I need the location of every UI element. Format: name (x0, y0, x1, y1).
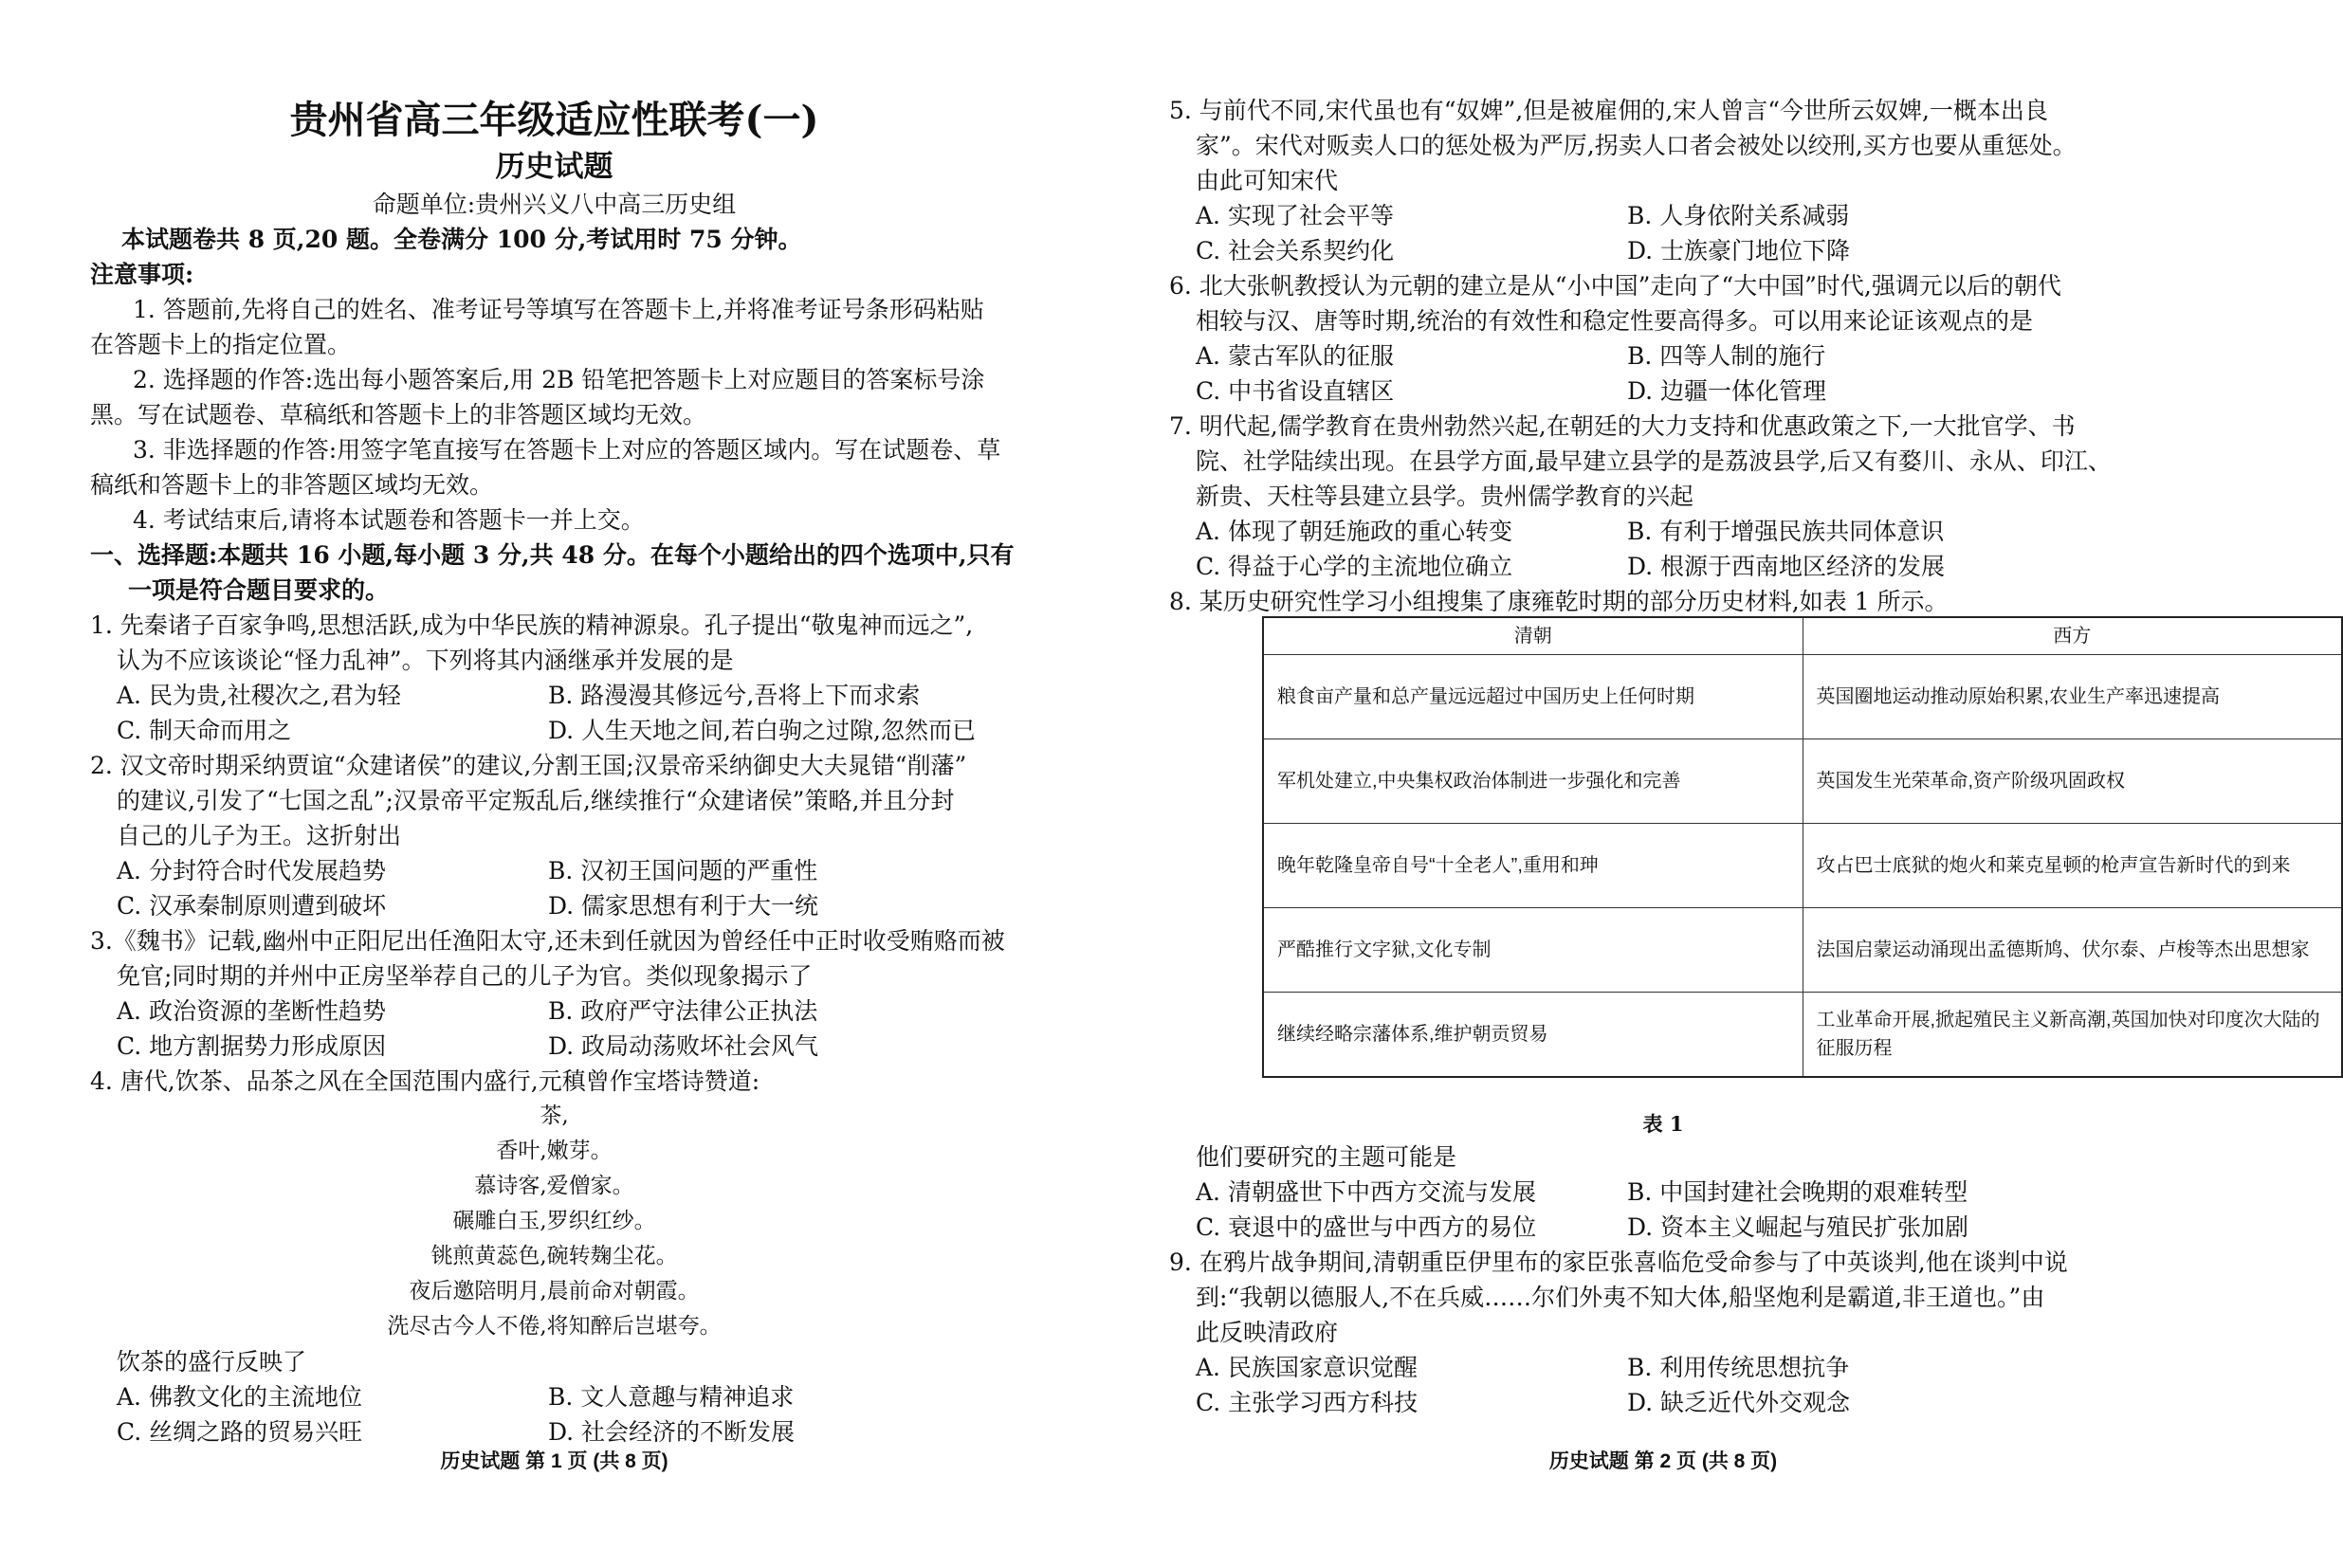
question-stem: 的建议,引发了“七国之乱”;汉景帝平定叛乱后,继续推行“众建诸侯”策略,并且分封 (117, 787, 955, 814)
notice-line: 2. 选择题的作答:选出每小题答案后,用 2B 铅笔把答题卡上对应题目的答案标号涂 (133, 366, 985, 393)
option-d: D. 资本主义崛起与殖民扩张加剧 (1627, 1213, 1969, 1241)
question-options (1169, 198, 2077, 268)
option-b: B. 路漫漫其修远兮,吾将上下而求索 (548, 682, 921, 709)
history-table (1262, 616, 2343, 1078)
notice-line: 3. 非选择题的作答:用签字笔直接写在答题卡上对应的答题区域内。写在试题卷、草 (133, 436, 1001, 464)
question-2 (90, 748, 979, 923)
option-a: A. 分封符合时代发展趋势 (117, 857, 386, 884)
option-d: D. 政局动荡败坏社会风气 (548, 1032, 819, 1060)
table-cell: 严酷推行文字狱,文化专制 (1263, 908, 1803, 993)
option-c: C. 丝绸之路的贸易兴旺 (117, 1418, 363, 1446)
table-cell: 晚年乾隆皇帝自号“十全老人”,重用和珅 (1263, 824, 1803, 908)
question-stem: 家”。宋代对贩卖人口的惩处极为严厉,拐卖人口者会被处以绞刑,买方也要从重惩处。 (1196, 132, 2077, 159)
option-d: D. 士族豪门地位下降 (1627, 237, 1851, 264)
table-cell: 工业革命开展,掀起殖民主义新高潮,英国加快对印度次大陆的征服历程 (1803, 993, 2342, 1078)
option-a: A. 蒙古军队的征服 (1196, 342, 1394, 370)
option-b: B. 中国封建社会晚期的艰难转型 (1627, 1178, 1968, 1206)
option-b: B. 政府严守法律公正执法 (548, 997, 818, 1025)
option-d: D. 边疆一体化管理 (1627, 377, 1827, 405)
exam-summary: 本试题卷共 8 页,20 题。全卷满分 100 分,考试用时 75 分钟。 (121, 226, 802, 253)
table-cell: 攻占巴士底狱的炮火和莱克星顿的枪声宣告新时代的到来 (1803, 824, 2342, 908)
notice-line: 黑。写在试题卷、草稿纸和答题卡上的非答题区域均无效。 (90, 401, 707, 428)
question-7 (1169, 409, 2112, 584)
question-stem: 自己的儿子为王。这折射出 (117, 822, 402, 849)
question-stem: 免官;同时期的并州中正房坚举荐自己的儿子为官。类似现象揭示了 (117, 962, 813, 990)
option-c: C. 衰退中的盛世与中西方的易位 (1196, 1213, 1537, 1241)
question-stem: 7. 明代起,儒学教育在贵州勃然兴起,在朝廷的大力支持和优惠政策之下,一大批官学、书 (1169, 412, 2076, 440)
option-a: A. 民为贵,社稷次之,君为轻 (117, 682, 401, 709)
question-stem: 9. 在鸦片战争期间,清朝重臣伊里布的家臣张喜临危受命参与了中英谈判,他在谈判中说 (1169, 1249, 2068, 1276)
question-options (90, 994, 1005, 1064)
table-header-qing: 清朝 (1263, 617, 1803, 655)
notice-line: 在答题卡上的指定位置。 (90, 331, 352, 358)
question-4-body (117, 1344, 979, 1449)
exam-unit: 命题单位:贵州兴义八中高三历史组 (372, 191, 737, 218)
question-8-stem: 8. 某历史研究性学习小组搜集了康雍乾时期的部分历史材料,如表 1 所示。 (1169, 588, 1949, 615)
question-6 (1169, 268, 2061, 409)
question-stem: 1. 先秦诸子百家争鸣,思想活跃,成为中华民族的精神源泉。孔子提出“敬鬼神而远之”, (90, 611, 974, 639)
option-c: C. 制天命而用之 (117, 717, 292, 744)
table-cell: 军机处建立,中央集权政治体制进一步强化和完善 (1263, 739, 1803, 824)
page-right (1108, 0, 2320, 1568)
section-heading (90, 538, 1015, 608)
question-options (1169, 514, 2112, 584)
option-c: C. 中书省设直辖区 (1196, 377, 1395, 405)
option-c: C. 汉承秦制原则遭到破坏 (117, 892, 387, 920)
option-b: B. 人身依附关系减弱 (1627, 202, 1850, 229)
option-c: C. 社会关系契约化 (1196, 237, 1395, 264)
question-1 (90, 608, 979, 748)
question-stem: 2. 汉文帝时期采纳贾谊“众建诸侯”的建议,分割王国;汉景帝采纳御史大夫晁错“削藩” (90, 752, 967, 779)
option-d: D. 根源于西南地区经济的发展 (1627, 553, 1946, 580)
notice-line: 1. 答题前,先将自己的姓名、准考证号等填写在答题卡上,并将准考证号条形码粘贴 (133, 296, 984, 323)
option-b: B. 四等人制的施行 (1627, 342, 1826, 370)
table-cell: 粮食亩产量和总产量远远超过中国历史上任何时期 (1263, 655, 1803, 739)
notice-line: 稿纸和答题卡上的非答题区域均无效。 (90, 471, 494, 499)
table-row (1263, 908, 2342, 993)
option-b: B. 有利于增强民族共同体意识 (1627, 518, 1945, 545)
poem-line: 夜后邀陪明月,晨前命对朝霞。 (409, 1279, 700, 1304)
question-stem: 认为不应该谈论“怪力乱神”。下列将其内涵继承并发展的是 (117, 647, 734, 674)
table-row (1263, 655, 2342, 739)
poem (0, 1099, 1108, 1344)
poem-line: 铫煎黄蕊色,碗转麹尘花。 (430, 1244, 678, 1268)
option-c: C. 地方割据势力形成原因 (117, 1032, 387, 1060)
option-a: A. 民族国家意识觉醒 (1196, 1354, 1418, 1381)
table-row (1263, 993, 2342, 1078)
question-stem: 5. 与前代不同,宋代虽也有“奴婢”,但是被雇佣的,宋人曾言“今世所云奴婢,一概本出良 (1169, 97, 2048, 124)
option-a: A. 实现了社会平等 (1196, 202, 1394, 229)
question-3 (90, 923, 1005, 1064)
table-cell: 继续经略宗藩体系,维护朝贡贸易 (1263, 993, 1803, 1078)
page-left (0, 0, 1108, 1568)
option-b: B. 利用传统思想抗争 (1627, 1354, 1850, 1381)
table-cell: 法国启蒙运动涌现出孟德斯鸠、伏尔泰、卢梭等杰出思想家 (1803, 908, 2342, 993)
table-row (1263, 824, 2342, 908)
question-options (1169, 1350, 2068, 1420)
notice-line: 4. 考试结束后,请将本试题卷和答题卡一并上交。 (133, 506, 645, 534)
question-stem: 到:“我朝以德服人,不在兵威……尔们外夷不知大体,船坚炮利是霸道,非王道也。”由 (1196, 1284, 2045, 1311)
section-heading-line: 一项是符合题目要求的。 (128, 576, 390, 604)
option-c: C. 得益于心学的主流地位确立 (1196, 553, 1513, 580)
question-options (117, 1379, 979, 1449)
poem-line: 碾雕白玉,罗织红纱。 (452, 1209, 656, 1233)
question-options (90, 678, 979, 748)
question-4-stem: 4. 唐代,饮茶、品茶之风在全国范围内盛行,元稹曾作宝塔诗赞道: (90, 1067, 760, 1095)
option-d: D. 缺乏近代外交观念 (1627, 1389, 1851, 1416)
page-footer: 历史试题 第 2 页 (共 8 页) (1548, 1450, 1778, 1472)
table-header-row (1263, 617, 2342, 655)
section-heading-line: 一、选择题:本题共 16 小题,每小题 3 分,共 48 分。在每个小题给出的四个选项中,只有 (90, 541, 1015, 569)
table-header-west: 西方 (1803, 617, 2342, 655)
option-d: D. 社会经济的不断发展 (548, 1418, 796, 1446)
option-a: A. 体现了朝廷施政的重心转变 (1196, 518, 1512, 545)
poem-line: 慕诗客,爱僧家。 (474, 1174, 634, 1198)
question-stem: 相较与汉、唐等时期,统治的有效性和稳定性要高得多。可以用来论证该观点的是 (1196, 307, 2033, 335)
option-d: D. 人生天地之间,若白驹之过隙,忽然而已 (548, 717, 976, 744)
question-5 (1169, 93, 2077, 268)
poem-line: 茶, (540, 1103, 569, 1128)
notice-heading: 注意事项: (90, 261, 194, 288)
exam-subtitle: 历史试题 (495, 150, 613, 184)
notice-list (90, 292, 1000, 538)
question-stem: 此反映清政府 (1196, 1319, 1339, 1346)
exam-title: 贵州省高三年级适应性联考(一) (289, 98, 819, 142)
poem-line: 洗尽古今人不倦,将知醉后岂堪夸。 (387, 1314, 722, 1339)
poem-line: 香叶,嫩芽。 (496, 1139, 613, 1163)
option-a: A. 清朝盛世下中西方交流与发展 (1196, 1178, 1536, 1206)
question-stem: 3.《魏书》记载,幽州中正阳尼出任渔阳太守,还未到任就因为曾经任中正时收受贿赂而被 (90, 927, 1005, 955)
question-options (90, 853, 979, 923)
option-d: D. 儒家思想有利于大一统 (548, 892, 819, 920)
option-b: B. 文人意趣与精神追求 (548, 1383, 795, 1411)
table-caption: 表 1 (1642, 1112, 1684, 1136)
table-cell: 英国圈地运动推动原始积累,农业生产率迅速提高 (1803, 655, 2342, 739)
question-stem: 6. 北大张帆教授认为元朝的建立是从“小中国”走向了“大中国”时代,强调元以后的朝代 (1169, 272, 2061, 300)
option-b: B. 汉初王国问题的严重性 (548, 857, 818, 884)
question-8-body (1196, 1140, 2059, 1245)
question-stem: 他们要研究的主题可能是 (1196, 1143, 1457, 1171)
page-footer: 历史试题 第 1 页 (共 8 页) (440, 1450, 668, 1472)
question-9 (1169, 1245, 2068, 1420)
question-stem: 饮茶的盛行反映了 (117, 1348, 307, 1376)
question-stem: 院、社学陆续出现。在县学方面,最早建立县学的是荔波县学,后又有婺川、永从、印江、 (1196, 447, 2112, 475)
question-options (1169, 338, 2061, 409)
option-a: A. 政治资源的垄断性趋势 (117, 997, 386, 1025)
table-row (1263, 739, 2342, 824)
question-options (1196, 1175, 2059, 1245)
option-c: C. 主张学习西方科技 (1196, 1389, 1419, 1416)
option-a: A. 佛教文化的主流地位 (117, 1383, 362, 1411)
question-stem: 由此可知宋代 (1196, 167, 1339, 194)
question-stem: 新贵、天柱等县建立县学。贵州儒学教育的兴起 (1196, 483, 1694, 510)
table-cell: 英国发生光荣革命,资产阶级巩固政权 (1803, 739, 2342, 824)
